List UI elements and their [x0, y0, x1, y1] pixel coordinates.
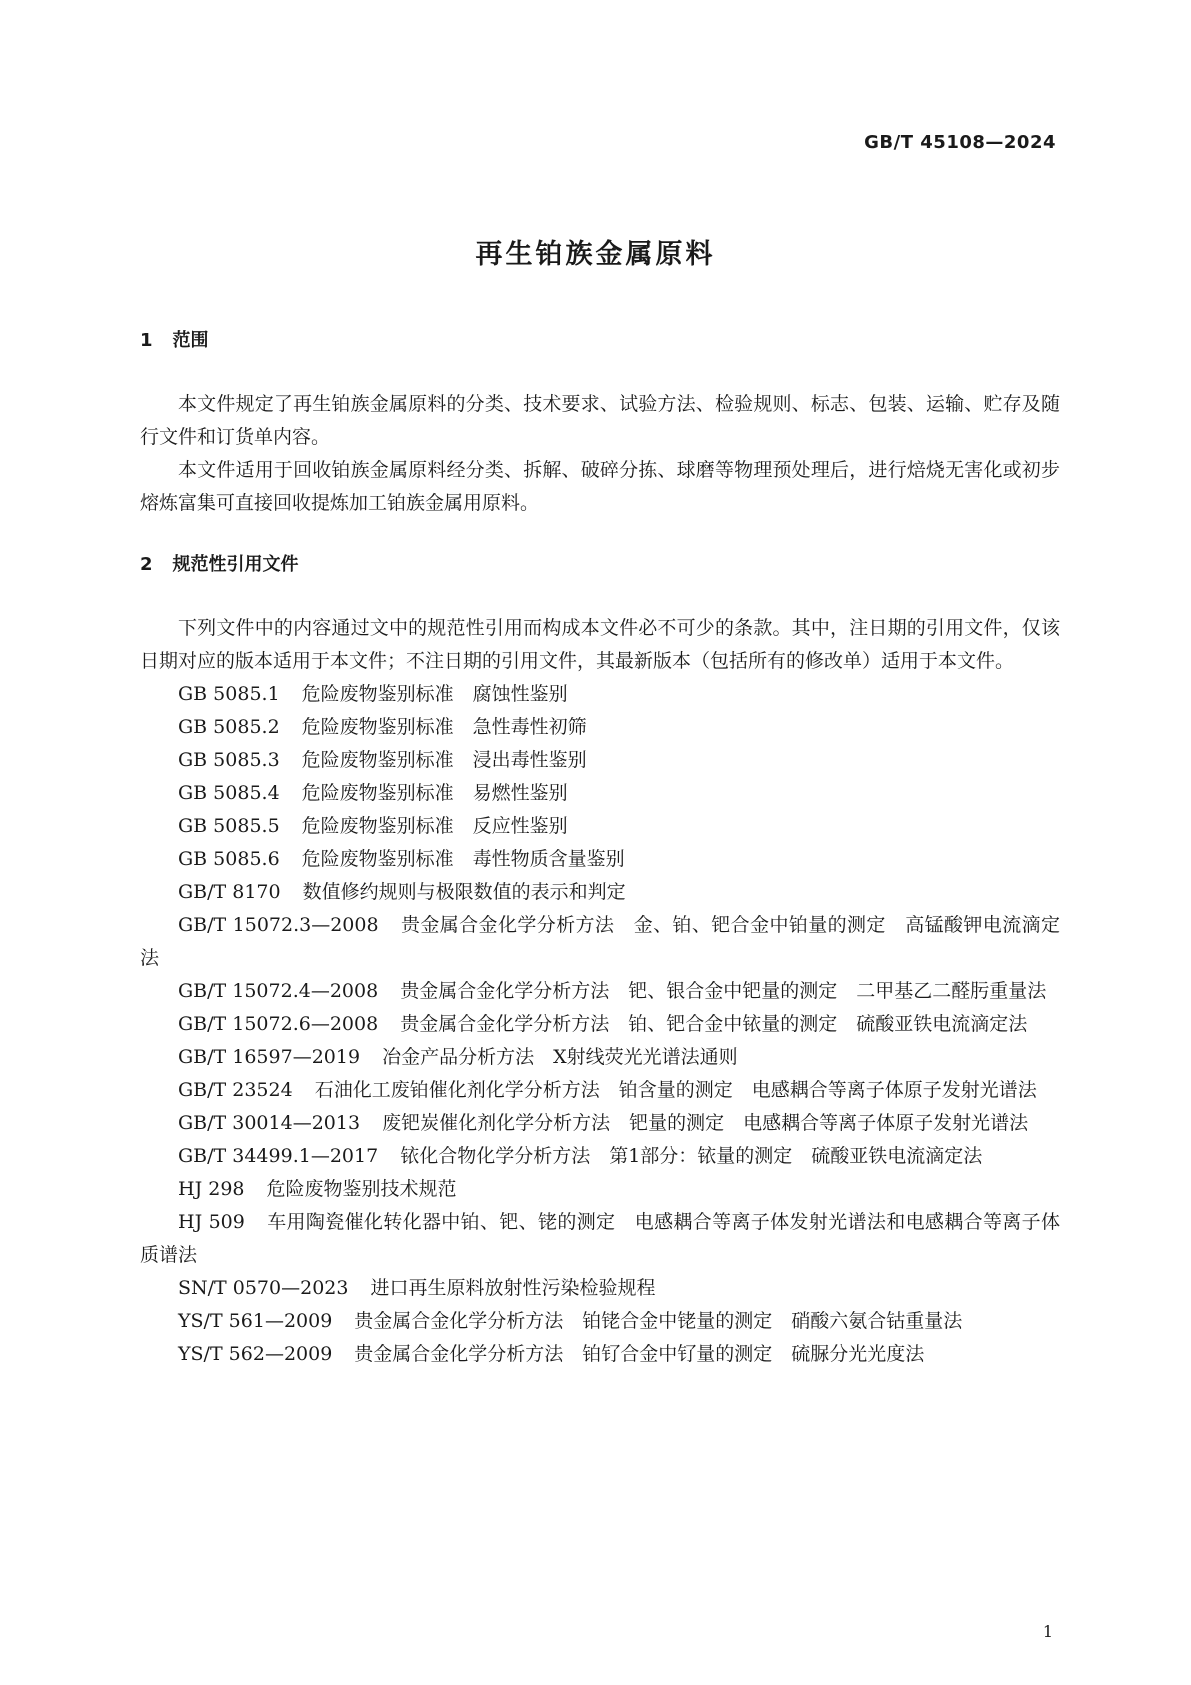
section-number: 2 [140, 554, 153, 575]
reference-code: GB/T 8170 [178, 881, 281, 903]
reference-code: GB 5085.2 [178, 716, 280, 738]
reference-item [140, 1074, 1060, 1107]
reference-code: GB 5085.5 [178, 815, 280, 837]
references-intro: 下列文件中的内容通过文中的规范性引用而构成本文件必不可少的条款。其中，注日期的引用文件，仅该日期对应的版本适用于本文件；不注日期的引用文件，其最新版本（包括所有的修改单）适用于本文件。 [140, 617, 1060, 672]
reference-code: GB/T 15072.6—2008 [178, 1013, 379, 1035]
reference-title: 贵金属合金化学分析方法 铂铑合金中铑量的测定 硝酸六氨合钴重量法 [354, 1310, 963, 1332]
reference-code: GB/T 34499.1—2017 [178, 1145, 379, 1167]
reference-item [140, 1008, 1060, 1041]
reference-code: GB/T 30014—2013 [178, 1112, 361, 1134]
reference-code: YS/T 561—2009 [178, 1310, 333, 1332]
reference-code: GB/T 16597—2019 [178, 1046, 361, 1068]
reference-item [140, 1305, 1060, 1338]
reference-title: 危险废物鉴别标准 易燃性鉴别 [301, 782, 568, 804]
reference-title: 进口再生原料放射性污染检验规程 [370, 1277, 656, 1299]
reference-list [140, 678, 1060, 1371]
reference-item [140, 744, 1060, 777]
reference-code: GB 5085.6 [178, 848, 280, 870]
section-heading-scope [140, 326, 1060, 356]
reference-title: 危险废物鉴别标准 浸出毒性鉴别 [301, 749, 587, 771]
reference-title: 贵金属合金化学分析方法 铂、钯合金中铱量的测定 硫酸亚铁电流滴定法 [400, 1013, 1028, 1035]
reference-item [140, 876, 1060, 909]
reference-item [140, 1206, 1060, 1272]
standard-code: GB/T 45108—2024 [864, 132, 1056, 153]
reference-item [140, 678, 1060, 711]
reference-code: GB/T 15072.3—2008 [178, 914, 379, 936]
section-title: 规范性引用文件 [172, 554, 299, 575]
reference-item [140, 1272, 1060, 1305]
reference-title: 铱化合物化学分析方法 第1部分：铱量的测定 硫酸亚铁电流滴定法 [400, 1145, 983, 1167]
reference-title: 车用陶瓷催化转化器中铂、钯、铑的测定 电感耦合等离子体发射光谱法和电感耦合等离子体质谱法 [140, 1211, 1060, 1266]
reference-code: GB 5085.4 [178, 782, 280, 804]
reference-item [140, 1041, 1060, 1074]
reference-code: GB/T 15072.4—2008 [178, 980, 379, 1002]
reference-item [140, 711, 1060, 744]
reference-title: 贵金属合金化学分析方法 金、铂、钯合金中铂量的测定 高锰酸钾电流滴定法 [140, 914, 1060, 969]
reference-item [140, 1338, 1060, 1371]
document-body [140, 326, 1060, 1371]
reference-title: 数值修约规则与极限数值的表示和判定 [302, 881, 626, 903]
reference-code: HJ 298 [178, 1178, 245, 1200]
reference-code: GB 5085.3 [178, 749, 280, 771]
reference-title: 贵金属合金化学分析方法 钯、银合金中钯量的测定 二甲基乙二醛肟重量法 [400, 980, 1047, 1002]
reference-title: 危险废物鉴别标准 毒性物质含量鉴别 [301, 848, 625, 870]
section-title: 范围 [172, 330, 209, 351]
reference-title: 危险废物鉴别标准 反应性鉴别 [301, 815, 568, 837]
reference-title: 石油化工废铂催化剂化学分析方法 铂含量的测定 电感耦合等离子体原子发射光谱法 [314, 1079, 1037, 1101]
reference-title: 危险废物鉴别标准 急性毒性初筛 [301, 716, 587, 738]
scope-paragraph: 本文件适用于回收铂族金属原料经分类、拆解、破碎分拣、球磨等物理预处理后，进行焙烧无害化或初步熔炼富集可直接回收提炼加工铂族金属用原料。 [140, 459, 1060, 514]
reference-title: 危险废物鉴别技术规范 [266, 1178, 457, 1200]
reference-title: 贵金属合金化学分析方法 铂钌合金中钌量的测定 硫脲分光光度法 [354, 1343, 925, 1365]
reference-code: YS/T 562—2009 [178, 1343, 333, 1365]
section-heading-normative-references [140, 550, 1060, 580]
reference-item [140, 975, 1060, 1008]
reference-item [140, 810, 1060, 843]
document-title: 再生铂族金属原料 [475, 239, 716, 270]
reference-title: 冶金产品分析方法 X射线荧光光谱法通则 [382, 1046, 738, 1068]
reference-title: 废钯炭催化剂化学分析方法 钯量的测定 电感耦合等离子体原子发射光谱法 [382, 1112, 1029, 1134]
reference-item [140, 1173, 1060, 1206]
page-number: 1 [1042, 1622, 1053, 1641]
reference-item [140, 1140, 1060, 1173]
scope-paragraph: 本文件规定了再生铂族金属原料的分类、技术要求、试验方法、检验规则、标志、包装、运输、贮存及随行文件和订货单内容。 [140, 393, 1060, 448]
reference-code: GB/T 23524 [178, 1079, 293, 1101]
reference-item [140, 777, 1060, 810]
reference-code: GB 5085.1 [178, 683, 280, 705]
reference-title: 危险废物鉴别标准 腐蚀性鉴别 [301, 683, 568, 705]
reference-item [140, 843, 1060, 876]
section-number: 1 [140, 330, 153, 351]
reference-code: HJ 509 [178, 1211, 245, 1233]
reference-item [140, 909, 1060, 975]
reference-code: SN/T 0570—2023 [178, 1277, 349, 1299]
reference-item [140, 1107, 1060, 1140]
